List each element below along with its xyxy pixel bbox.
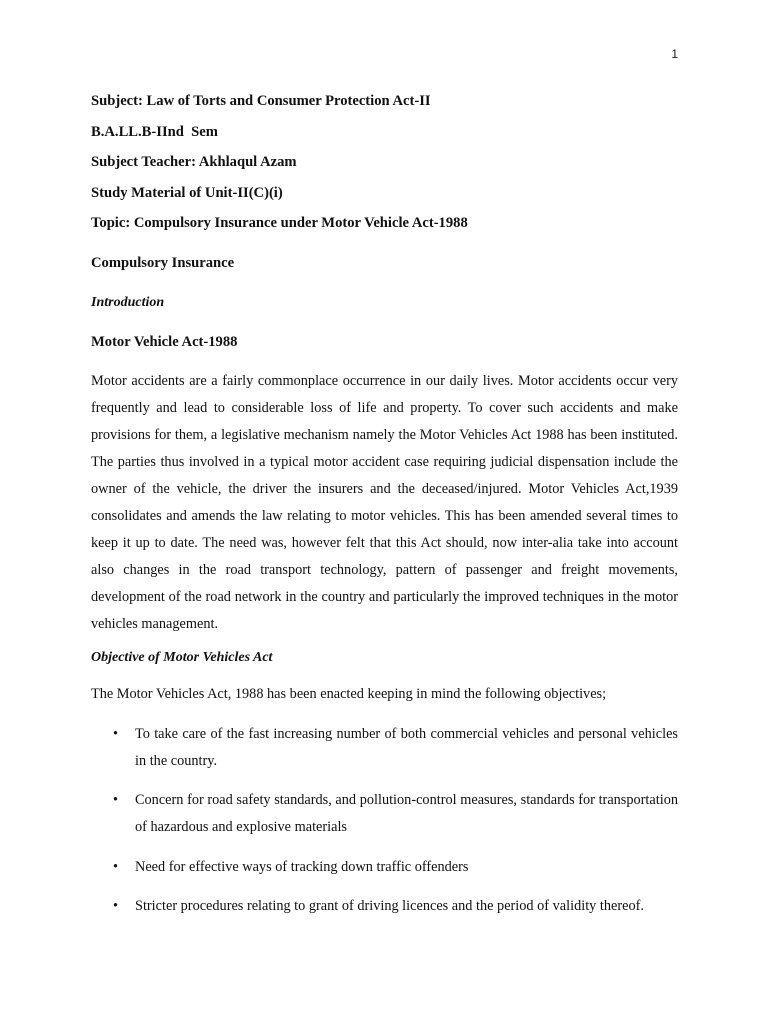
objectives-list — [91, 721, 678, 920]
unit-line: Study Material of Unit-II(C)(i) — [91, 184, 283, 201]
bullet-icon: • — [113, 792, 119, 809]
topic-line: Topic: Compulsory Insurance under Motor Vehicle Act-1988 — [91, 215, 468, 232]
list-item-text: Stricter procedures relating to grant of driving licences and the period of validity thereof. — [135, 898, 644, 915]
compulsory-insurance-heading: Compulsory Insurance — [91, 255, 235, 272]
intro-paragraph: Motor accidents are a fairly commonplace occurrence in our daily lives. Motor accidents occur very frequently and lead to considerable loss of life and property. To cover such accidents and make provisions for them, a legislative mechanism namely the Motor Vehicles Act 1988 has been instituted. The parties thus involved in a typical motor accident case requiring judicial dispensation include the owner of the vehicle, the driver the insurers and the deceased/injured. Motor Vehicles Act,1939 consolidates and amends the law relating to motor vehicles. This has been amended several times to keep it up to date. The need was, however felt that this Act should, now inter-alia take into account also changes in the road transport technology, pattern of passenger and freight movements, development of the road network in the country and particularly the improved techniques in the motor vehicles management. — [91, 373, 678, 633]
teacher-line: Subject Teacher: Akhlaqul Azam — [91, 154, 297, 171]
list-item — [91, 854, 678, 881]
list-item — [91, 787, 678, 841]
bullet-icon: • — [113, 898, 119, 915]
bullet-icon: • — [113, 859, 119, 876]
list-item-text: Need for effective ways of tracking down traffic offenders — [135, 859, 469, 876]
document-body — [91, 92, 678, 920]
list-item-text: Concern for road safety standards, and pollution-control measures, standards for transportation of hazardous and explosive materials — [135, 792, 678, 836]
list-item — [91, 893, 678, 920]
bullet-icon: • — [113, 726, 119, 743]
objective-heading: Objective of Motor Vehicles Act — [91, 650, 273, 666]
page-number: 1 — [671, 47, 678, 61]
course-line: B.A.LL.B-IInd Sem — [91, 123, 218, 140]
mva-heading: Motor Vehicle Act-1988 — [91, 334, 238, 351]
objective-intro: The Motor Vehicles Act, 1988 has been enacted keeping in mind the following objectives; — [91, 686, 607, 703]
list-item-text: To take care of the fast increasing number of both commercial vehicles and personal vehicles in the country. — [135, 726, 678, 770]
list-item — [91, 721, 678, 775]
introduction-heading: Introduction — [91, 295, 165, 311]
subject-line: Subject: Law of Torts and Consumer Protection Act-II — [91, 93, 431, 109]
